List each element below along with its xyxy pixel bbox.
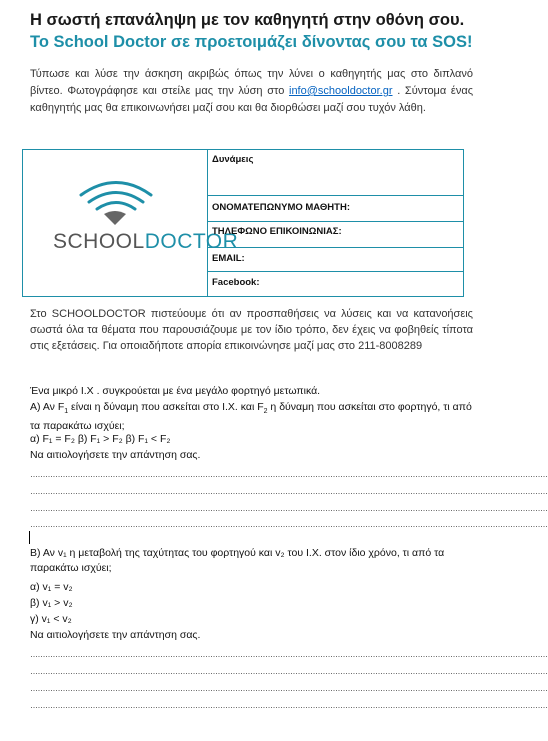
email-link[interactable]: info@schooldoctor.gr	[289, 85, 393, 97]
info-paragraph: Στο SCHOOLDOCTOR πιστεύουμε ότι αν προσπαθήσεις να λύσεις και να κατανοήσεις σωστά όλα τα θέματα που παρουσιάζουμε με τον ίδιο τρόπο, δεν έχεις να φοβηθείς τίποτα στις εξετάσεις. Για οποιαδήποτε απορία επικοινώνησε μαζί μας στο 211-8008289	[30, 308, 473, 352]
answer-line[interactable]	[30, 520, 548, 529]
question-a: Α) Αν $F_1$ είναι η δύναμη που ασκείται στο Ι.Χ. και $F_2$ η δύναμη που ασκείται στο φορτηγό, τι από τα παρακάτω ισχύει;	[30, 401, 472, 433]
answer-line[interactable]	[30, 667, 548, 676]
question-b: Β) Αν v₁ η μεταβολή της ταχύτητας του φορτηγού και v₂ του Ι.Χ. στον ίδιο χρόνο, τι από τα παρακάτω ισχύει;	[30, 547, 445, 574]
student-info-table	[22, 149, 464, 297]
question-b-option-c: γ) v₁ < v₂	[30, 613, 72, 625]
answer-line-dots: ………………………………………………………………………………………………………………………………………………………………………………………	[30, 487, 548, 496]
text-cursor	[29, 531, 30, 544]
question-a-part3: η δύναμη που ασκείται στο φορτηγό, τι από τα παρακάτω ισχύει;	[30, 401, 472, 433]
answer-line[interactable]	[30, 650, 548, 659]
answer-line[interactable]	[30, 504, 548, 513]
justify-instruction-a: Να αιτιολογήσετε την απάντηση σας.	[30, 449, 201, 461]
answer-line-dots: ………………………………………………………………………………………………………………………………………………………………………………………	[30, 650, 548, 659]
page-title: Η σωστή επανάληψη με τον καθηγητή στην οθόνη σου.	[30, 11, 465, 29]
justify-instruction-b: Να αιτιολογήσετε την απάντηση σας.	[30, 629, 201, 641]
question-b-option-b: β) v₁ > v₂	[30, 597, 73, 609]
question-b-option-a: α) v₁ = v₂	[30, 581, 73, 593]
question-a-part1: Α) Αν F	[30, 401, 65, 413]
student-name-field[interactable]: ΟΝΟΜΑΤΕΠΩΝΥΜΟ ΜΑΘΗΤΗ:	[208, 196, 463, 222]
answer-line-dots: ………………………………………………………………………………………………………………………………………………………………………………………	[30, 701, 548, 710]
answer-line[interactable]	[30, 470, 548, 479]
answer-line[interactable]	[30, 701, 548, 710]
question-a-part2: είναι η δύναμη που ασκείται στο Ι.Χ. και F	[68, 401, 264, 413]
phone-field[interactable]: ΤΗΛΕΦΩΝΟ ΕΠΙΚΟΙΝΩΝΙΑΣ:	[208, 222, 463, 248]
info-fields	[208, 150, 463, 296]
logo-word-school: SCHOOL	[53, 230, 145, 253]
answer-line-dots: ………………………………………………………………………………………………………………………………………………………………………………………	[30, 520, 548, 529]
answer-line-dots: ………………………………………………………………………………………………………………………………………………………………………………………	[30, 667, 548, 676]
email-field[interactable]: EMAIL:	[208, 248, 463, 272]
topic-field[interactable]: Δυνάμεις	[208, 150, 463, 196]
wifi-logo-icon	[23, 150, 207, 230]
question-a-options: α) F₁ = F₂ β) F₁ > F₂ β) F₁ < F₂	[30, 433, 171, 445]
exercise-intro: Ένα μικρό Ι.Χ . συγκρούεται με ένα μεγάλο φορτηγό μετωπικά.	[30, 385, 321, 397]
logo-word-doctor: DOCTOR	[144, 230, 239, 253]
answer-line[interactable]	[30, 684, 548, 693]
page-subtitle: Το School Doctor σε προετοιμάζει δίνοντας σου τα SOS!	[30, 33, 473, 51]
facebook-field[interactable]: Facebook:	[212, 277, 260, 288]
intro-text	[30, 66, 473, 117]
intro-text-start: Τύπωσε και λύσε την άσκηση ακριβώς όπως την λύνει ο καθηγητής μας στο διπλανό βίντεο. Φωτογράφησε και στείλε μας την λύση στο	[30, 68, 473, 97]
answer-line-dots: ………………………………………………………………………………………………………………………………………………………………………………………	[30, 504, 548, 513]
answer-line-dots: ………………………………………………………………………………………………………………………………………………………………………………………	[30, 470, 548, 479]
answer-line-dots: ………………………………………………………………………………………………………………………………………………………………………………………	[30, 684, 548, 693]
intro-text-end: . Σύντομα ένας καθηγητής μας θα επικοινωνήσει μαζί σου και θα διορθώσει μαζί σου τυχόν λάθη.	[30, 85, 473, 114]
answer-line[interactable]	[30, 487, 548, 496]
